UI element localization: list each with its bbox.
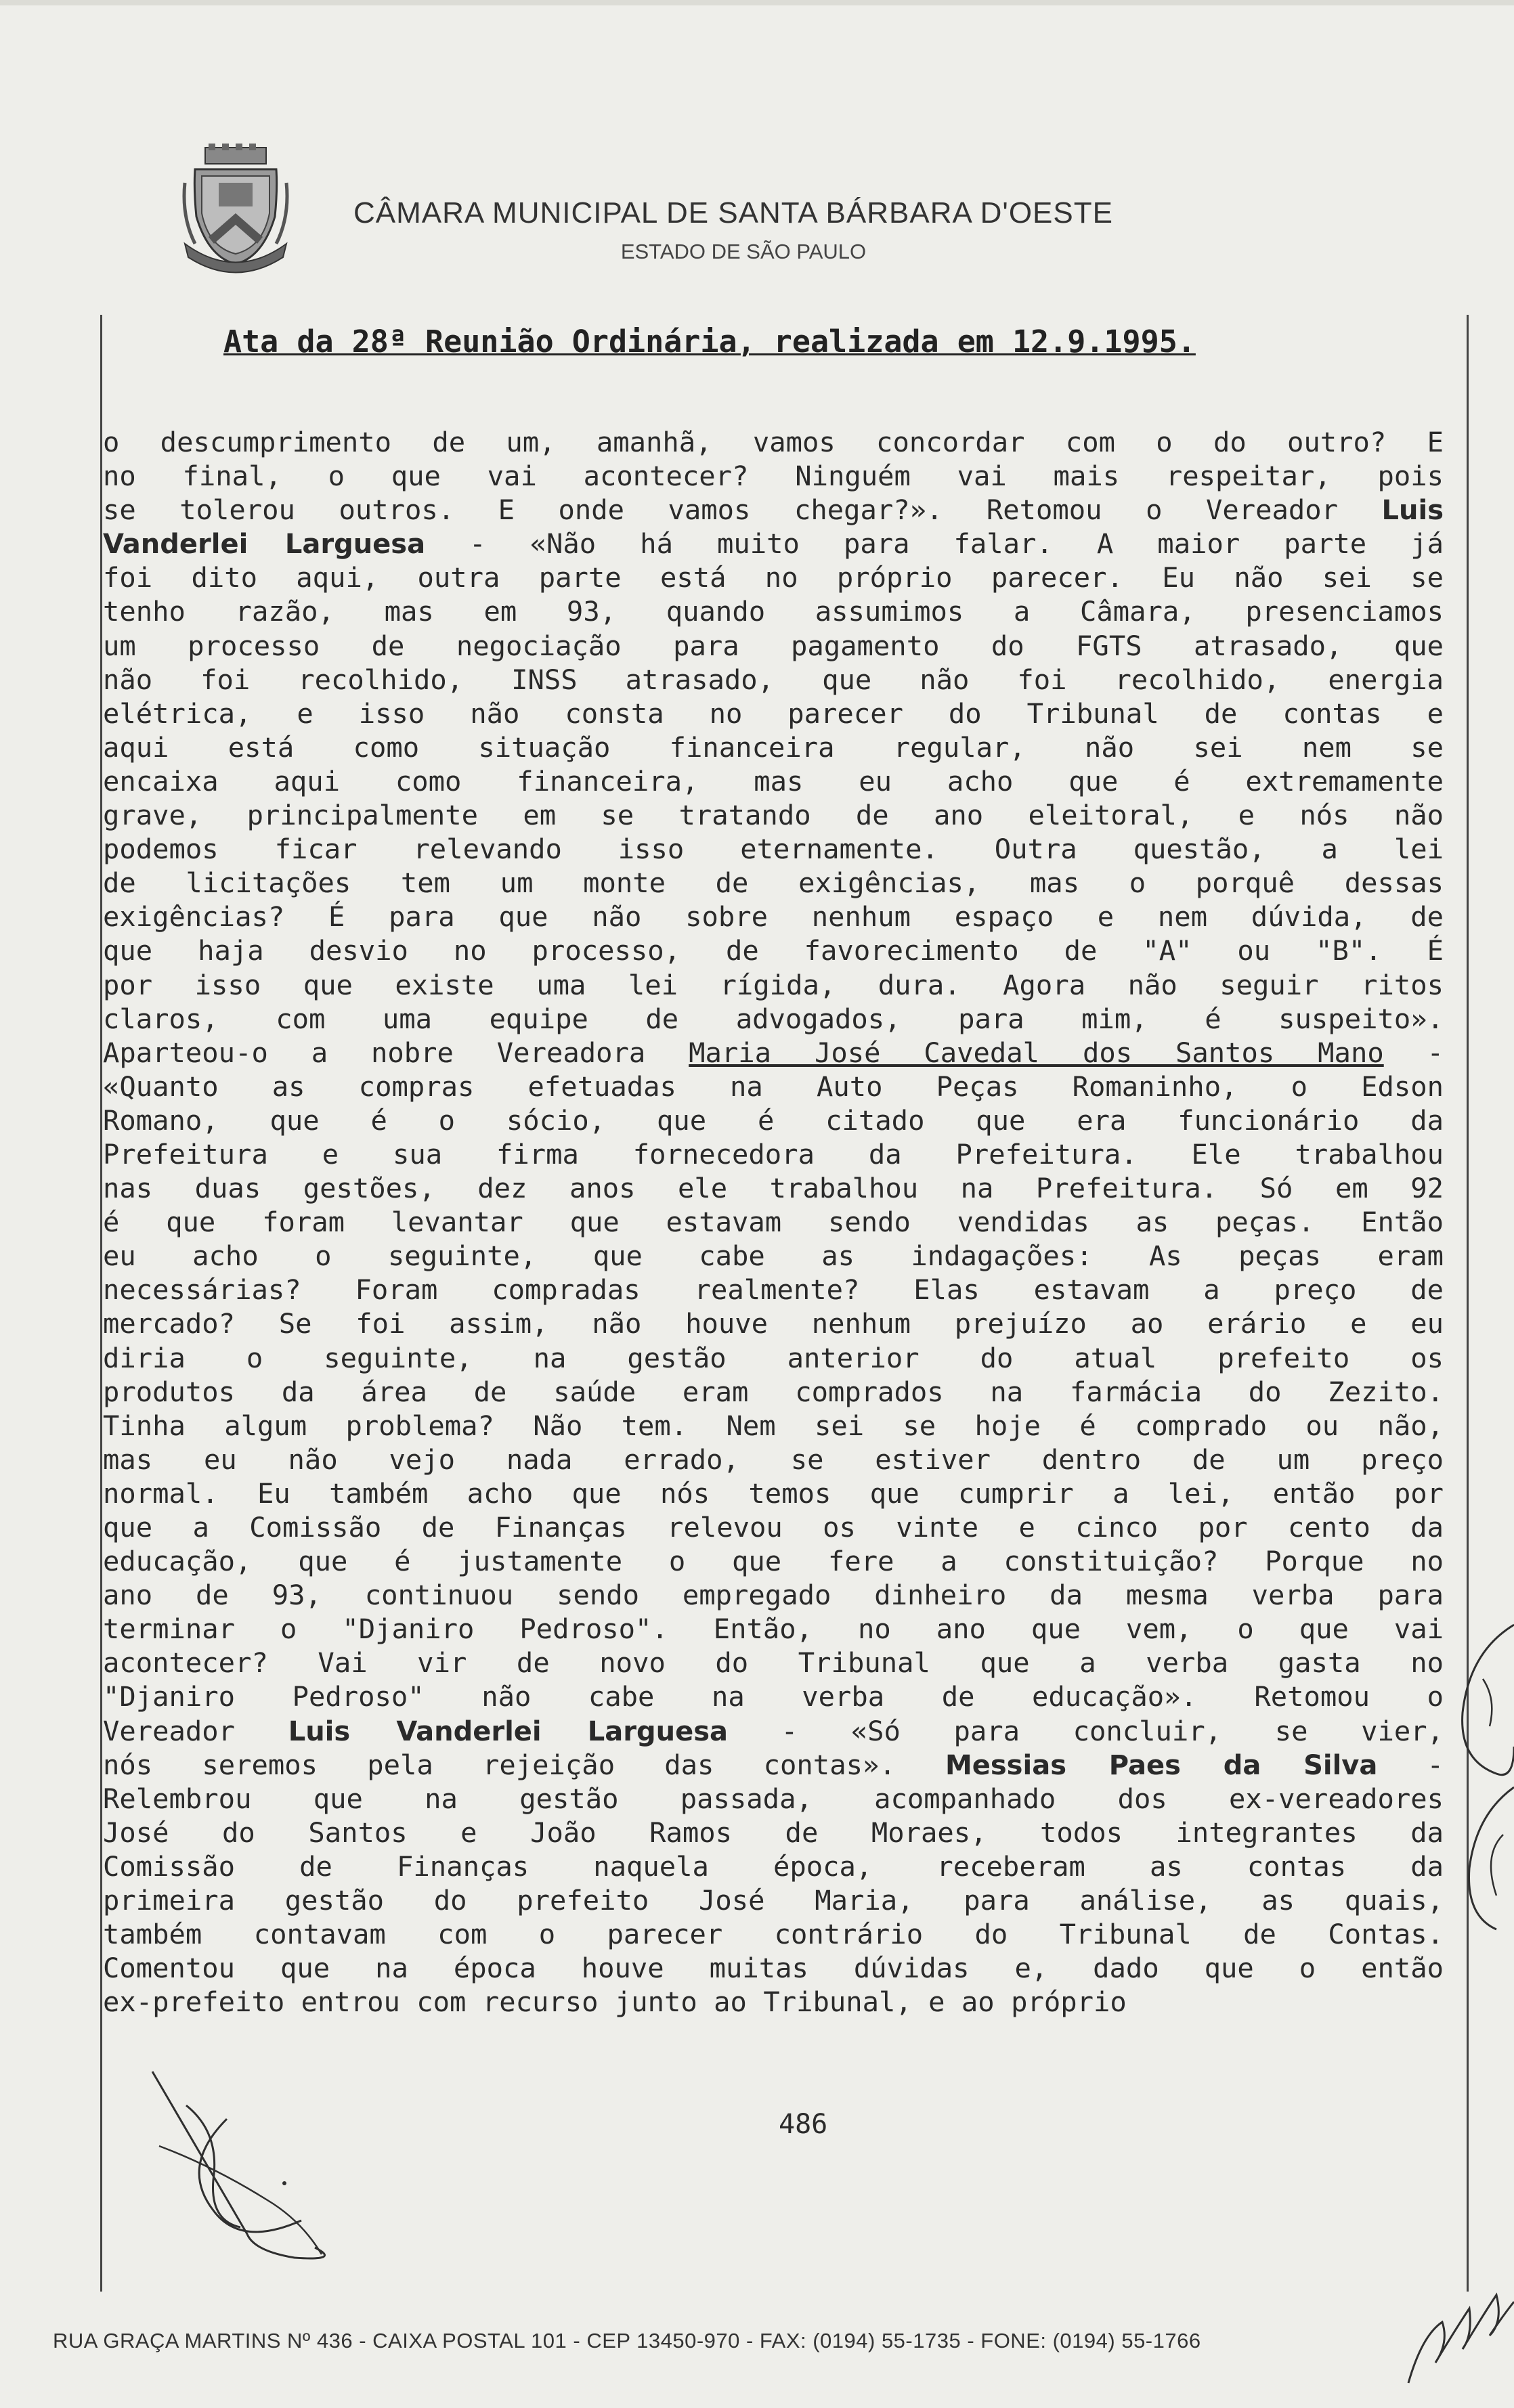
underlined-name: Maria José Cavedal dos Santos Mano xyxy=(689,1036,1384,1069)
text-line xyxy=(103,1917,1444,1951)
text-line xyxy=(103,1341,1444,1375)
text-segment: ano de 93, continuou sendo empregado dinheiro da mesma verba para xyxy=(103,1579,1444,1612)
text-segment: por isso que existe uma lei rígida, dura. Agora não seguir ritos xyxy=(103,968,1444,1001)
text-segment: terminar o "Djaniro Pedroso". Então, no ano que vem, o que vai xyxy=(103,1613,1444,1646)
text-line xyxy=(103,1070,1444,1103)
text-segment: claros, com uma equipe de advogados, para mim, é suspeito». xyxy=(103,1002,1444,1035)
footer-address: RUA GRAÇA MARTINS Nº 436 - CAIXA POSTAL 101 - CEP 13450-970 - FAX: (0194) 55-1735 - FONE: (0194) 55-1766 xyxy=(53,2329,1201,2352)
text-segment: produtos da área de saúde eram comprados na farmácia do Zezito. xyxy=(103,1375,1444,1408)
text-line xyxy=(103,1544,1444,1578)
text-segment: grave, principalmente em se tratando de ano eleitoral, e nós não xyxy=(103,799,1444,832)
text-segment: aqui está como situação financeira regular, não sei nem se xyxy=(103,730,1444,764)
text-segment: se tolerou outros. E onde vamos chegar?». Retomou o Vereador xyxy=(103,494,1382,527)
text-line xyxy=(103,697,1444,730)
text-segment: Vereador xyxy=(103,1714,288,1747)
text-line xyxy=(103,1714,1444,1748)
text-line xyxy=(103,798,1444,832)
text-line xyxy=(103,1476,1444,1510)
text-line xyxy=(103,1748,1444,1782)
text-line xyxy=(103,561,1444,594)
text-line xyxy=(103,866,1444,900)
text-segment: José do Santos e João Ramos de Moraes, todos integrantes da xyxy=(103,1816,1444,1849)
text-segment: é que foram levantar que estavam sendo vendidas as peças. Então xyxy=(103,1206,1444,1239)
text-line xyxy=(103,663,1444,697)
text-segment: normal. Eu também acho que nós temos que cumprir a lei, então por xyxy=(103,1476,1444,1510)
text-line xyxy=(103,493,1444,527)
speaker-name: Vanderlei Larguesa xyxy=(103,529,426,561)
text-line xyxy=(103,764,1444,798)
page-top-edge xyxy=(0,0,1514,5)
text-line xyxy=(103,1985,1444,2019)
minutes-body-text xyxy=(103,425,1444,2019)
speaker-name: Luis xyxy=(1381,495,1444,527)
text-segment: o descumprimento de um, amanhã, vamos concordar com o do outro? E xyxy=(103,426,1444,458)
state-name: ESTADO DE SÃO PAULO xyxy=(620,240,867,263)
text-segment: acontecer? Vai vir de novo do Tribunal que a verba gasta no xyxy=(103,1646,1444,1680)
text-segment: mas eu não vejo nada errado, se estiver dentro de um preço xyxy=(103,1443,1444,1476)
text-segment: podemos ficar relevando isso eternamente. Outra questão, a lei xyxy=(103,833,1444,866)
document-title: Ata da 28ª Reunião Ordinária, realizada em 12.9.1995. xyxy=(223,324,1196,359)
text-segment: «Quanto as compras efetuadas na Auto Peças Romaninho, o Edson xyxy=(103,1070,1444,1103)
text-segment: exigências? É para que não sobre nenhum espaço e nem dúvida, de xyxy=(103,900,1444,934)
text-segment: ex-prefeito entrou com recurso junto ao Tribunal, e ao próprio xyxy=(103,1986,1127,2019)
text-segment: foi dito aqui, outra parte está no próprio parecer. Eu não sei se xyxy=(103,561,1444,594)
text-line xyxy=(103,1680,1444,1713)
text-segment: Comissão de Finanças naquela época, receberam as contas da xyxy=(103,1849,1444,1883)
text-line xyxy=(103,1612,1444,1646)
text-segment: educação, que é justamente o que fere a constituição? Porque no xyxy=(103,1545,1444,1578)
text-line xyxy=(103,1171,1444,1205)
text-segment: Aparteou-o a nobre Vereadora xyxy=(103,1036,689,1069)
text-line xyxy=(103,1883,1444,1917)
text-line xyxy=(103,934,1444,967)
text-line xyxy=(103,1510,1444,1544)
signature-initials-left xyxy=(139,2065,362,2268)
text-line xyxy=(103,594,1444,628)
text-line xyxy=(103,1951,1444,1985)
text-segment: necessárias? Foram compradas realmente? Elas estavam a preço de xyxy=(103,1273,1444,1307)
speaker-name: Luis Vanderlei Larguesa xyxy=(288,1715,729,1747)
text-segment: eu acho o seguinte, que cabe as indagações: As peças eram xyxy=(103,1240,1444,1273)
text-segment: Tinha algum problema? Não tem. Nem sei se hoje é comprado ou não, xyxy=(103,1409,1444,1442)
text-line xyxy=(103,527,1444,561)
text-segment: de licitações tem um monte de exigências, mas o porquê dessas xyxy=(103,867,1444,900)
text-segment: Romano, que é o sócio, que é citado que era funcionário da xyxy=(103,1103,1444,1137)
text-segment: que a Comissão de Finanças relevou os vinte e cinco por cento da xyxy=(103,1511,1444,1544)
text-segment: Comentou que na época houve muitas dúvidas e, dado que o então xyxy=(103,1952,1444,1985)
text-line xyxy=(103,1205,1444,1239)
text-segment: mercado? Se foi assim, não houve nenhum prejuízo ao erário e eu xyxy=(103,1307,1444,1340)
text-segment: elétrica, e isso não consta no parecer do Tribunal de contas e xyxy=(103,697,1444,730)
text-line xyxy=(103,459,1444,493)
text-segment: também contavam com o parecer contrário do Tribunal de Contas. xyxy=(103,1918,1444,1951)
text-line xyxy=(103,629,1444,663)
text-line xyxy=(103,1849,1444,1883)
text-segment: Prefeitura e sua firma fornecedora da Prefeitura. Ele trabalhou xyxy=(103,1137,1444,1170)
page-number: 486 xyxy=(779,2109,828,2140)
text-line xyxy=(103,1273,1444,1307)
right-margin-rule xyxy=(1467,315,1469,2292)
text-line xyxy=(103,1103,1444,1137)
signature-bottom-right xyxy=(1402,2275,1514,2390)
text-line xyxy=(103,1375,1444,1409)
text-line xyxy=(103,730,1444,764)
text-segment: - «Só para concluir, se vier, xyxy=(728,1714,1444,1747)
text-line xyxy=(103,1646,1444,1680)
text-line xyxy=(103,1816,1444,1849)
text-segment: um processo de negociação para pagamento do FGTS atrasado, que xyxy=(103,629,1444,662)
text-line xyxy=(103,1443,1444,1476)
left-margin-rule xyxy=(100,315,102,2292)
text-segment: "Djaniro Pedroso" não cabe na verba de educação». Retomou o xyxy=(103,1680,1444,1713)
text-segment: encaixa aqui como financeira, mas eu acho que é extremamente xyxy=(103,764,1444,797)
text-line xyxy=(103,1409,1444,1443)
text-segment: nós seremos pela rejeição das contas». xyxy=(103,1748,945,1781)
text-line xyxy=(103,832,1444,866)
text-line xyxy=(103,1307,1444,1340)
speaker-name: Messias Paes da Silva xyxy=(945,1749,1378,1781)
text-line xyxy=(103,425,1444,459)
text-line xyxy=(103,1239,1444,1273)
text-segment: não foi recolhido, INSS atrasado, que não foi recolhido, energia xyxy=(103,663,1444,696)
text-segment: - «Não há muito para falar. A maior parte já xyxy=(425,527,1444,561)
text-segment: - xyxy=(1383,1036,1444,1069)
text-line xyxy=(103,968,1444,1002)
text-line xyxy=(103,1782,1444,1816)
letterhead xyxy=(0,196,1514,264)
text-segment: - xyxy=(1377,1748,1444,1781)
text-line xyxy=(103,1002,1444,1036)
text-segment: diria o seguinte, na gestão anterior do atual prefeito os xyxy=(103,1341,1444,1374)
text-segment: no final, o que vai acontecer? Ninguém vai mais respeitar, pois xyxy=(103,460,1444,493)
signature-right-margin xyxy=(1456,1611,1514,1990)
text-segment: Relembrou que na gestão passada, acompanhado dos ex-vereadores xyxy=(103,1782,1444,1815)
text-segment: nas duas gestões, dez anos ele trabalhou na Prefeitura. Só em 92 xyxy=(103,1172,1444,1205)
text-line xyxy=(103,900,1444,934)
text-line xyxy=(103,1036,1444,1070)
text-segment: tenho razão, mas em 93, quando assumimos a Câmara, presenciamos xyxy=(103,595,1444,628)
text-segment: primeira gestão do prefeito José Maria, para análise, as quais, xyxy=(103,1884,1444,1917)
text-line xyxy=(103,1578,1444,1612)
text-line xyxy=(103,1137,1444,1171)
institution-name: CÂMARA MUNICIPAL DE SANTA BÁRBARA D'OESTE xyxy=(353,196,1113,229)
text-segment: que haja desvio no processo, de favorecimento de "A" ou "B". É xyxy=(103,934,1444,967)
